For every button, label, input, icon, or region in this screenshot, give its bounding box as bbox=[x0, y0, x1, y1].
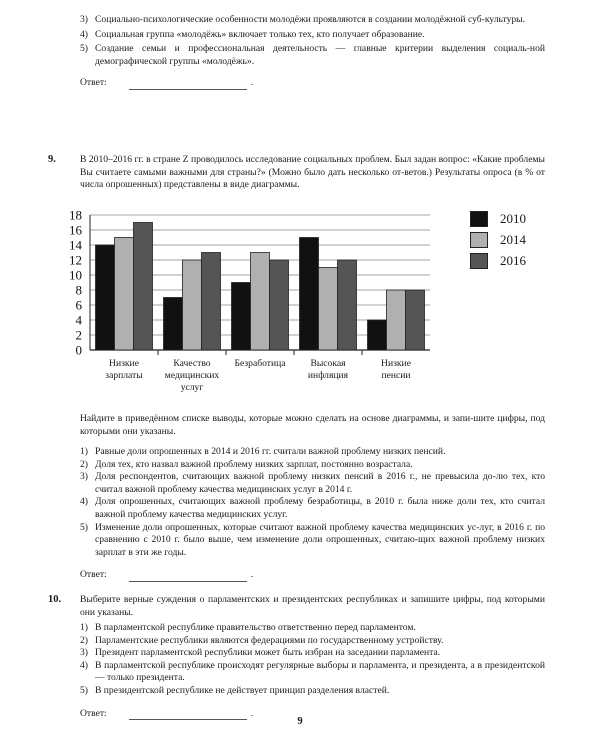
answer-dot: . bbox=[250, 569, 254, 581]
option-text: Доля тех, кто назвал важной проблему низких зарплат, постоянно возрастала. bbox=[95, 458, 413, 470]
answer-dot: . bbox=[250, 707, 254, 719]
page-number: 9 bbox=[297, 716, 303, 727]
x-tick-label: Безработица bbox=[234, 358, 286, 369]
bar bbox=[164, 298, 183, 351]
bar bbox=[300, 238, 319, 351]
legend-swatch bbox=[470, 253, 488, 269]
option-text: Парламентские республики являются федерациями по государственному устройству. bbox=[95, 634, 444, 646]
option-text: В парламентской республике правительство ответственно перед парламентом. bbox=[95, 622, 416, 633]
option-text: В парламентской республике происходят регулярные выборы и парламента, и президента, а в президентской — только президента. bbox=[95, 659, 545, 684]
y-tick-label: 8 bbox=[75, 282, 82, 298]
bar bbox=[251, 253, 270, 351]
option-number: 1) bbox=[80, 622, 88, 633]
bar bbox=[202, 253, 221, 351]
bar bbox=[319, 268, 338, 351]
y-tick-label: 16 bbox=[69, 222, 82, 238]
legend-label: 2010 bbox=[500, 210, 526, 226]
y-tick-label: 12 bbox=[69, 252, 82, 268]
option-number: 3) bbox=[80, 647, 88, 659]
option-text: Социально-психологические особенности молодёжи проявляются в создании молодёжной суб-культуры. bbox=[95, 14, 526, 25]
option-number: 5) bbox=[80, 521, 88, 533]
option bbox=[80, 660, 545, 685]
option-number: 5) bbox=[80, 684, 88, 696]
bar bbox=[232, 283, 251, 351]
bar bbox=[183, 260, 202, 350]
option bbox=[80, 635, 545, 648]
option-number: 1) bbox=[80, 446, 88, 457]
option-text: Равные доли опрошенных в 2014 и 2016 гг. считали важной проблему низких пенсий. bbox=[95, 446, 446, 457]
question-intro: Выберите верные суждения о парламентских и президентских республиках и запишите цифры, под которыми они указаны. bbox=[80, 594, 545, 618]
option-number: 4) bbox=[80, 28, 88, 40]
x-tick-label: Высокая инфляция bbox=[307, 358, 349, 381]
option bbox=[80, 459, 545, 472]
option bbox=[80, 685, 545, 698]
legend-item bbox=[470, 232, 526, 248]
q10-options bbox=[80, 622, 545, 720]
question-number: 9. bbox=[48, 154, 56, 165]
bar bbox=[96, 245, 115, 350]
option-number: 4) bbox=[80, 496, 88, 508]
option bbox=[80, 446, 545, 459]
option-number: 4) bbox=[80, 659, 88, 671]
bar bbox=[368, 320, 387, 350]
bar bbox=[406, 290, 425, 350]
y-tick-label: 0 bbox=[75, 342, 82, 358]
x-tick-label: Низкие пенсии bbox=[381, 358, 411, 381]
legend-label: 2016 bbox=[500, 252, 526, 268]
y-tick-label: 6 bbox=[75, 297, 82, 313]
y-tick-label: 18 bbox=[69, 207, 82, 223]
option bbox=[80, 471, 545, 496]
legend-item bbox=[470, 253, 526, 269]
y-tick-label: 10 bbox=[69, 267, 82, 283]
x-tick-label: Низкие зарплаты bbox=[105, 358, 143, 381]
legend-swatch bbox=[470, 211, 488, 227]
bar bbox=[338, 260, 357, 350]
option-text: В президентской республике не действует принцип разделения властей. bbox=[95, 684, 390, 696]
option bbox=[80, 622, 545, 635]
option bbox=[80, 647, 545, 660]
bar bbox=[115, 238, 134, 351]
question-intro: В 2010–2016 гг. в стране Z проводилось исследование социальных проблем. Был задан вопрос: «Какие проблемы Вы считаете самыми важными для страны?» (Можно было дать несколько от-ветов.) Результаты опроса (в % от числа опрошенных) представлены в виде диаграммы. bbox=[80, 154, 545, 191]
bar bbox=[387, 290, 406, 350]
option-number: 3) bbox=[80, 14, 88, 25]
option-text: Доля опрошенных, считающих важной проблему безработицы, в 2010 г. была ниже доли тех, кто считал важной проблему качества медицинских услуг. bbox=[95, 496, 545, 520]
bar bbox=[270, 260, 289, 350]
option-text: Социальная группа «молодёжь» включает только тех, кто получает образование. bbox=[95, 28, 425, 40]
answer-field bbox=[80, 569, 545, 582]
option-text: Создание семьи и профессиональная деятельность — главные критерии выделения социаль-ной демографической группы «молодёжь». bbox=[95, 43, 545, 67]
y-tick-label: 2 bbox=[75, 327, 82, 343]
answer-label: Ответ: bbox=[80, 707, 107, 719]
answer-line[interactable] bbox=[129, 571, 247, 582]
option-text: Президент парламентской республики может быть избран на заседании парламента. bbox=[95, 647, 441, 659]
legend-label: 2014 bbox=[500, 231, 526, 247]
option-number: 5) bbox=[80, 43, 88, 55]
question-task: Найдите в приведённом списке выводы, которые можно сделать на основе диаграммы, и запи-шите цифры, под которыми они указаны. bbox=[80, 413, 545, 437]
option-text: Изменение доли опрошенных, которые считают важной проблему качества медицинских ус-луг, в 2016 г. по сравнению с 2010 г. было выше, чем изменение доли опрошенных, считаю-щих важной проблему низких зарплат в эти же годы. bbox=[95, 521, 545, 558]
legend-item bbox=[470, 211, 526, 227]
y-tick-label: 4 bbox=[75, 312, 82, 328]
option bbox=[80, 496, 545, 521]
bar bbox=[134, 223, 153, 351]
y-tick-label: 14 bbox=[69, 237, 82, 253]
option-number: 3) bbox=[80, 471, 88, 483]
q9-options bbox=[80, 446, 545, 582]
option-text: Доля респондентов, считающих важной проблему низких пенсий в 2016 г., не превысила до-лю тех, кто считал важной проблему качества медицинских услуг в 2014 г. bbox=[95, 471, 545, 495]
answer-label: Ответ: bbox=[80, 569, 107, 581]
answer-dot: . bbox=[250, 77, 254, 89]
option bbox=[80, 522, 545, 560]
option-number: 2) bbox=[80, 458, 88, 470]
legend-swatch bbox=[470, 232, 488, 248]
x-tick-label: Качество медицинских услуг bbox=[164, 358, 220, 393]
option-number: 2) bbox=[80, 634, 88, 646]
question-number: 10. bbox=[48, 594, 62, 605]
answer-label: Ответ: bbox=[80, 77, 107, 89]
